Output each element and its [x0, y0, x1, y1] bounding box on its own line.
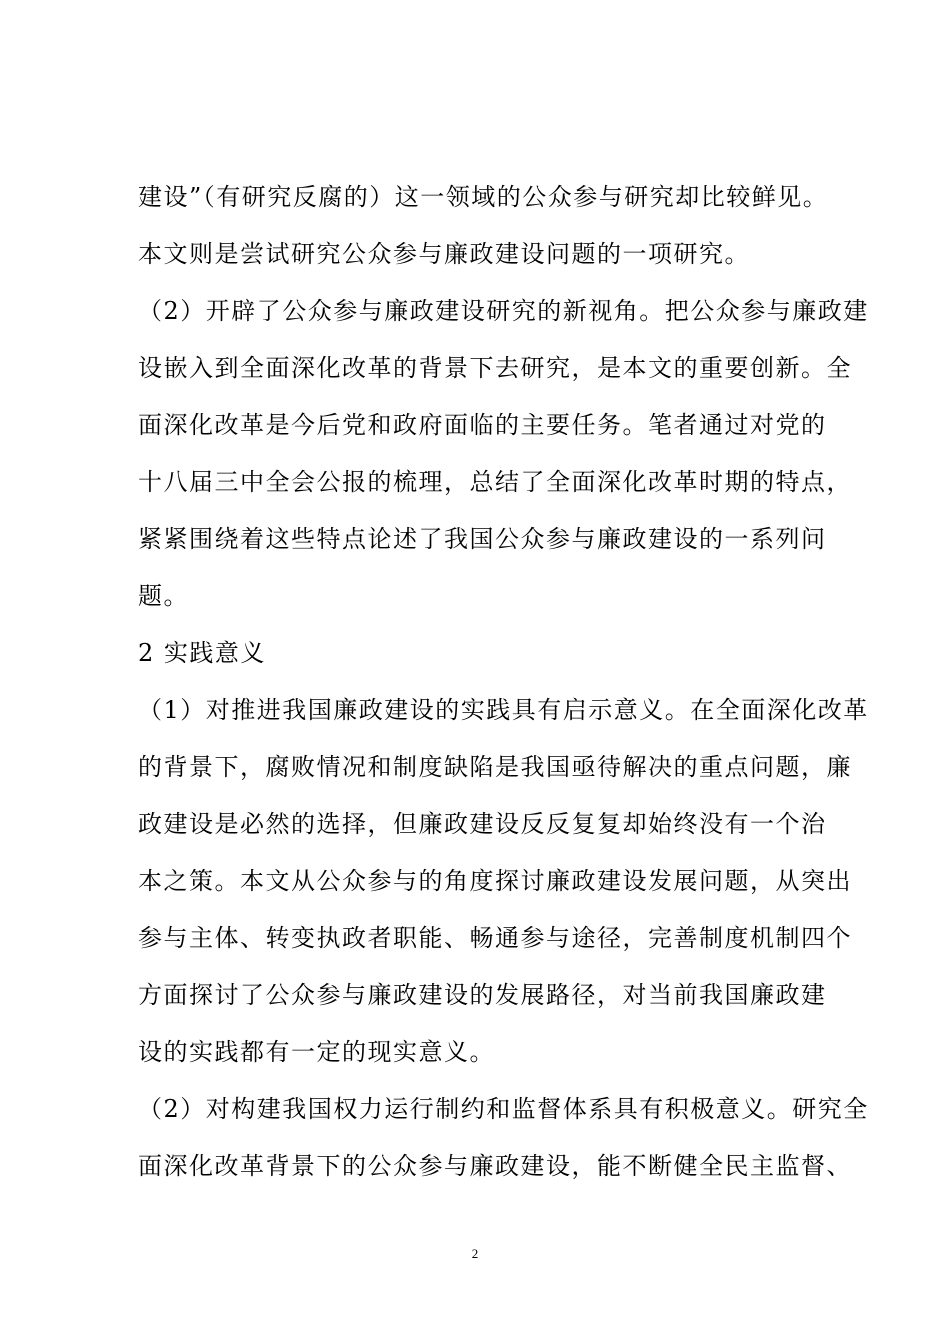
text-line: （2）开辟了公众参与廉政建设研究的新视角。把公众参与廉政建: [138, 297, 869, 325]
text-line: 本之策。本文从公众参与的角度探讨廉政建设发展问题，从突出: [138, 867, 852, 895]
page-number: 2: [471, 1246, 479, 1261]
text-line: 参与主体、转变执政者职能、畅通参与途径，完善制度机制四个: [138, 924, 852, 952]
text-line: 紧紧围绕着这些特点论述了我国公众参与廉政建设的一系列问: [138, 525, 827, 553]
text-line: （1）对推进我国廉政建设的实践具有启示意义。在全面深化改革: [138, 696, 869, 724]
text-line: 面深化改革背景下的公众参与廉政建设，能不断健全民主监督、: [138, 1152, 852, 1180]
section-heading: 2 实践意义: [138, 639, 266, 667]
text-line: 政建设是必然的选择，但廉政建设反反复复却始终没有一个治: [138, 810, 827, 838]
text-line: 设嵌入到全面深化改革的背景下去研究，是本文的重要创新。全: [138, 354, 852, 382]
text-line: 十八届三中全会公报的梳理，总结了全面深化改革时期的特点，: [138, 468, 852, 496]
text-line: 面深化改革是今后党和政府面临的主要任务。笔者通过对党的: [138, 411, 827, 439]
text-line: （2）对构建我国权力运行制约和监督体系具有积极意义。研究全: [138, 1095, 869, 1123]
text-line: 题。: [138, 582, 189, 610]
text-line: 方面探讨了公众参与廉政建设的发展路径，对当前我国廉政建: [138, 981, 827, 1009]
text-line: 本文则是尝试研究公众参与廉政建设问题的一项研究。: [138, 240, 750, 268]
text-line: 设的实践都有一定的现实意义。: [138, 1038, 495, 1066]
text-line: 建设”（有研究反腐的）这一领域的公众参与研究却比较鲜见。: [138, 183, 829, 211]
text-line: 的背景下，腐败情况和制度缺陷是我国亟待解决的重点问题，廉: [138, 753, 852, 781]
